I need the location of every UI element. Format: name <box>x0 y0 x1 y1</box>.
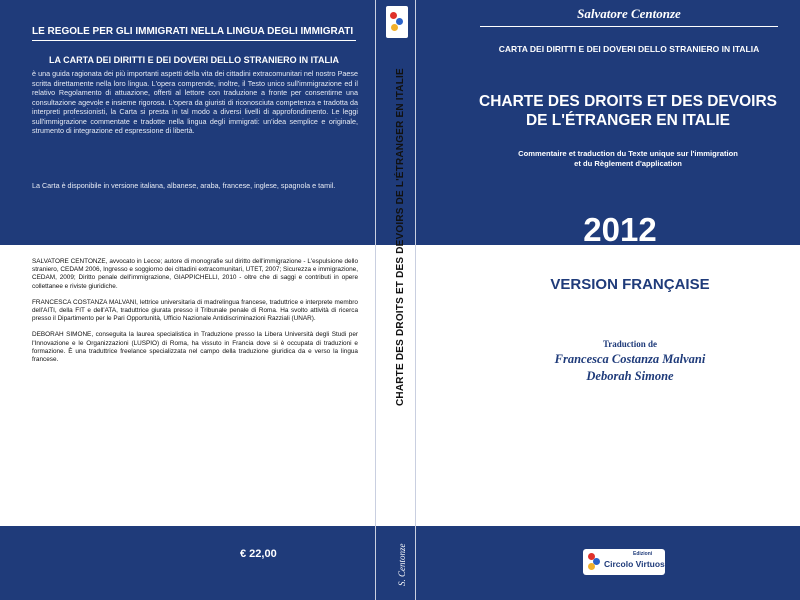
edition-year: 2012 <box>583 211 657 248</box>
front-comment-line2: et du Règlement d'application <box>574 159 682 168</box>
back-cover-description: è una guida ragionata dei più importanti aspetti della vita dei cittadini extracomunitari nel nostro Paese scritta direttamente nella loro lingua. L'opera comprende, inoltre, il Testo unico sull'immigrazione ed il relativo Regolamento di attuazione, offerti al lettore con traduzione a fronte per consentirne una consultazione agevole e insieme rigorosa. L'opera da giuristi di riconosciuta competenza e tradotta da interpreti professionisti, la Carta si presta in tal modo a diversi livelli di approfondimento. Le leggi sull'immigrazione commentate e tradotte nella lingua degli immigrati: un'idea semplice e originale, strumento di integrazione ed espressione di libertà. <box>32 69 358 135</box>
front-comment <box>468 149 788 169</box>
publisher-small-label: Edizioni <box>633 551 653 557</box>
logo-yellow-dot <box>391 24 398 31</box>
bio-centonze: SALVATORE CENTONZE, avvocato in Lecce; autore di monografie sul diritto dell'immigrazione - L'espulsione dello straniero, CEDAM 2006, Ingresso e soggiorno dei cittadini extracomunitari, UTET, 2007; Sicurezza e immigrazione, CEDAM, 2009; Diritto penale dell'immigrazione, GIAPPICHELLI, 2010 - oltre che di saggi e contributi in opere collettanee e riviste giuridiche. <box>32 258 358 290</box>
bio-malvani: FRANCESCA COSTANZA MALVANI, lettrice universitaria di madrelingua francese, traduttrice e interprete membro dell'AITI, della FIT e dell'ATA, traduttrice giurata presso il Tribunale penale di Roma. Ha svolto attività di ricerca presso il Dipartimento per le Pari Opportunità, Ufficio Nazionale Antidiscriminazioni Razziali (UNAR). <box>32 298 358 323</box>
back-cover-languages: La Carta è disponibile in versione italiana, albanese, araba, francese, inglese, spagnola e tamil. <box>32 181 336 190</box>
spine-author: S. Centonze <box>397 543 407 586</box>
translator-names <box>470 351 790 385</box>
translator-1: Francesca Costanza Malvani <box>554 352 706 366</box>
back-cover-header: LE REGOLE PER GLI IMMIGRATI NELLA LINGUA DEGLI IMMIGRATI <box>32 26 354 37</box>
bio-simone: DEBORAH SIMONE, conseguita la laurea specialistica in Traduzione presso la Libera Università degli Studi per l'Innovazione e le Organizzazioni (LUSPIO) di Roma, ha vissuto in Francia dove si è occupata di traduzioni e formazione. È una traduttrice freelance specializzata nel campo della traduzione giuridica da e verso la lingua francese. <box>32 331 358 364</box>
price-label: € 22,00 <box>240 548 277 560</box>
back-header-divider <box>32 40 356 41</box>
front-title <box>468 92 788 130</box>
author-bios <box>32 258 358 372</box>
front-subheader: CARTA DEI DIRITTI E DEI DOVERI DELLO STRANIERO IN ITALIA <box>498 44 760 54</box>
logo-red-dot <box>390 12 397 19</box>
front-title-line1: CHARTE DES DROITS ET DES DEVOIRS <box>479 93 777 110</box>
publisher-yellow-dot-icon <box>588 563 595 570</box>
publisher-logo <box>583 549 670 575</box>
logo-blue-dot <box>396 18 403 25</box>
version-label: VERSION FRANÇAISE <box>550 276 710 293</box>
publisher-name: Circolo Virtuoso <box>604 559 670 569</box>
front-title-line2: DE L'ÉTRANGER EN ITALIE <box>525 112 731 129</box>
translator-2: Deborah Simone <box>586 369 674 383</box>
translation-label: Traduction de <box>602 339 658 349</box>
spine-title: CHARTE DES DROITS ET DES DEVOIRS DE L'ÉTRANGER EN ITALIE <box>395 68 406 406</box>
spine-publisher-logo-icon <box>386 6 408 38</box>
front-author-divider <box>480 26 778 27</box>
front-comment-line1: Commentaire et traduction du Texte unique sur l'immigration <box>518 149 738 158</box>
front-author: Salvatore Centonze <box>577 6 681 21</box>
back-cover-subheader: LA CARTA DEI DIRITTI E DEI DOVERI DELLO STRANIERO IN ITALIA <box>49 55 339 65</box>
